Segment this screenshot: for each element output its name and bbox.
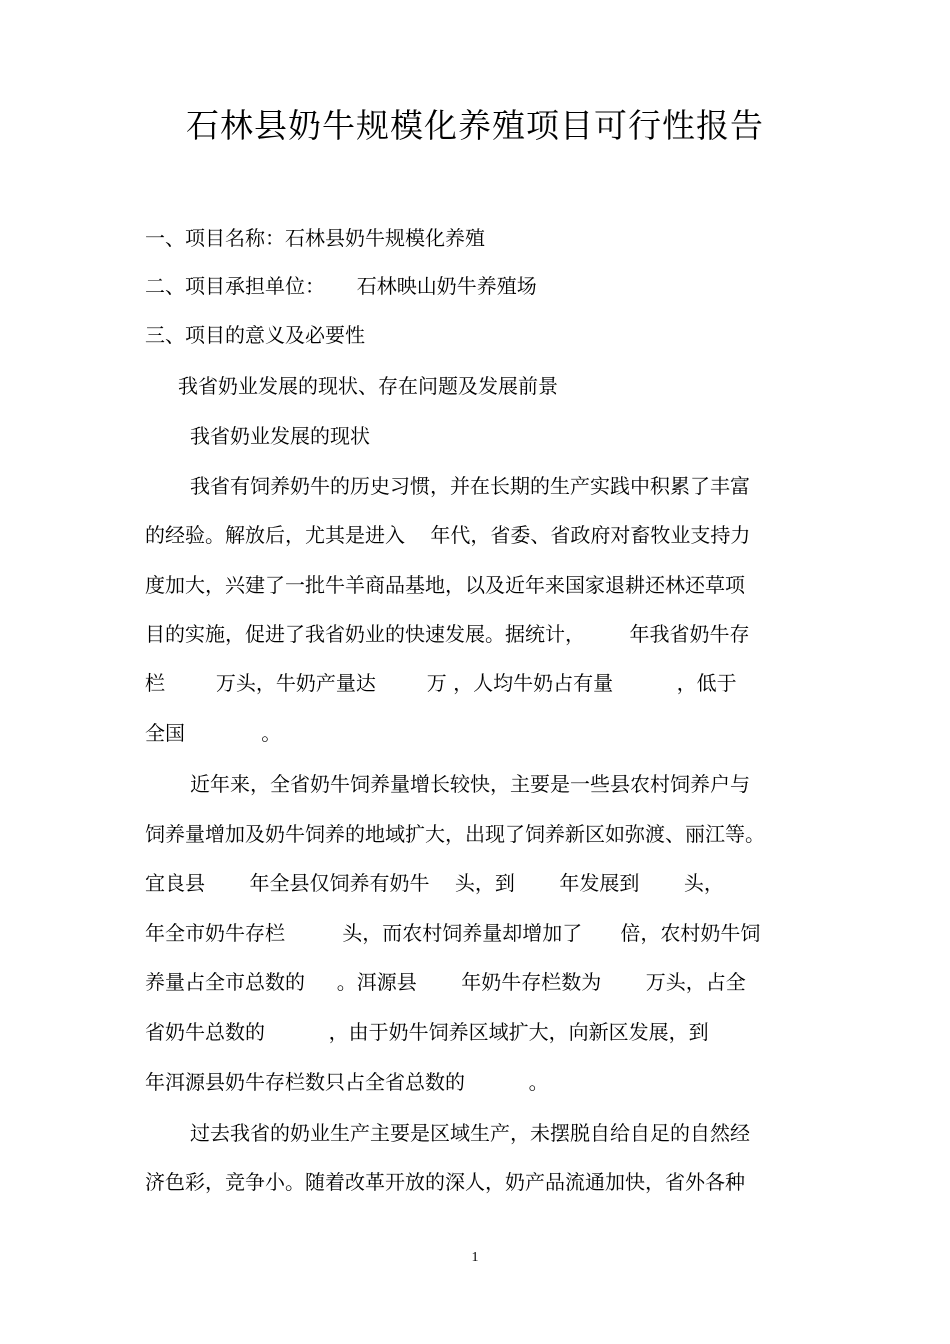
para1-line: 目的实施，促进了我省奶业的快速发展。据统计， 年我省奶牛存	[145, 622, 750, 646]
para3-line: 过去我省的奶业生产主要是区域生产，未摆脱自给自足的自然经	[190, 1121, 750, 1145]
para2-line: 养量占全市总数的 。洱源县 年奶牛存栏数为 万头，占全	[145, 970, 746, 994]
para2-line: 省奶牛总数的 ，由于奶牛饲养区域扩大，向新区发展，到	[145, 1020, 709, 1044]
para2-line: 年全市奶牛存栏 头，而农村饲养量却增加了 倍，农村奶牛饲	[145, 921, 761, 945]
para3-line: 济色彩，竞争小。随着改革开放的深人，奶产品流通加快，省外各种	[145, 1170, 745, 1194]
heading-project-unit: 二、项目承担单位： 石林映山奶牛养殖场	[145, 274, 537, 298]
para2-line: 近年来，全省奶牛饲养量增长较快，主要是一些县农村饲养户与	[190, 772, 750, 796]
document-title: 石林县奶牛规模化养殖项目可行性报告	[186, 106, 764, 145]
subheading-status: 我省奶业发展的现状	[190, 424, 370, 448]
para1-line: 我省有饲养奶牛的历史习惯，并在长期的生产实践中积累了丰富	[190, 474, 750, 498]
para1-line: 全国 。	[145, 721, 282, 745]
para2-line: 宜良县 年全县仅饲养有奶牛 头，到 年发展到 头，	[145, 871, 724, 895]
heading-project-name: 一、项目名称：石林县奶牛规模化养殖	[145, 226, 485, 250]
page-number: 1	[471, 1250, 479, 1265]
para1-line: 度加大，兴建了一批牛羊商品基地，以及近年来国家退耕还林还草项	[145, 573, 745, 597]
para2-line: 年洱源县奶牛存栏数只占全省总数的 。	[145, 1070, 549, 1094]
heading-significance: 三、项目的意义及必要性	[145, 323, 365, 347]
subheading-status-problems: 我省奶业发展的现状、存在问题及发展前景	[178, 374, 558, 398]
para2-line: 饲养量增加及奶牛饲养的地域扩大，出现了饲养新区如弥渡、丽江等。	[145, 822, 765, 846]
para1-line: 的经验。解放后，尤其是进入 年代，省委、省政府对畜牧业支持力	[145, 523, 751, 547]
para1-line: 栏 万头，牛奶产量达 万 ，人均牛奶占有量 ，低于	[145, 671, 737, 695]
